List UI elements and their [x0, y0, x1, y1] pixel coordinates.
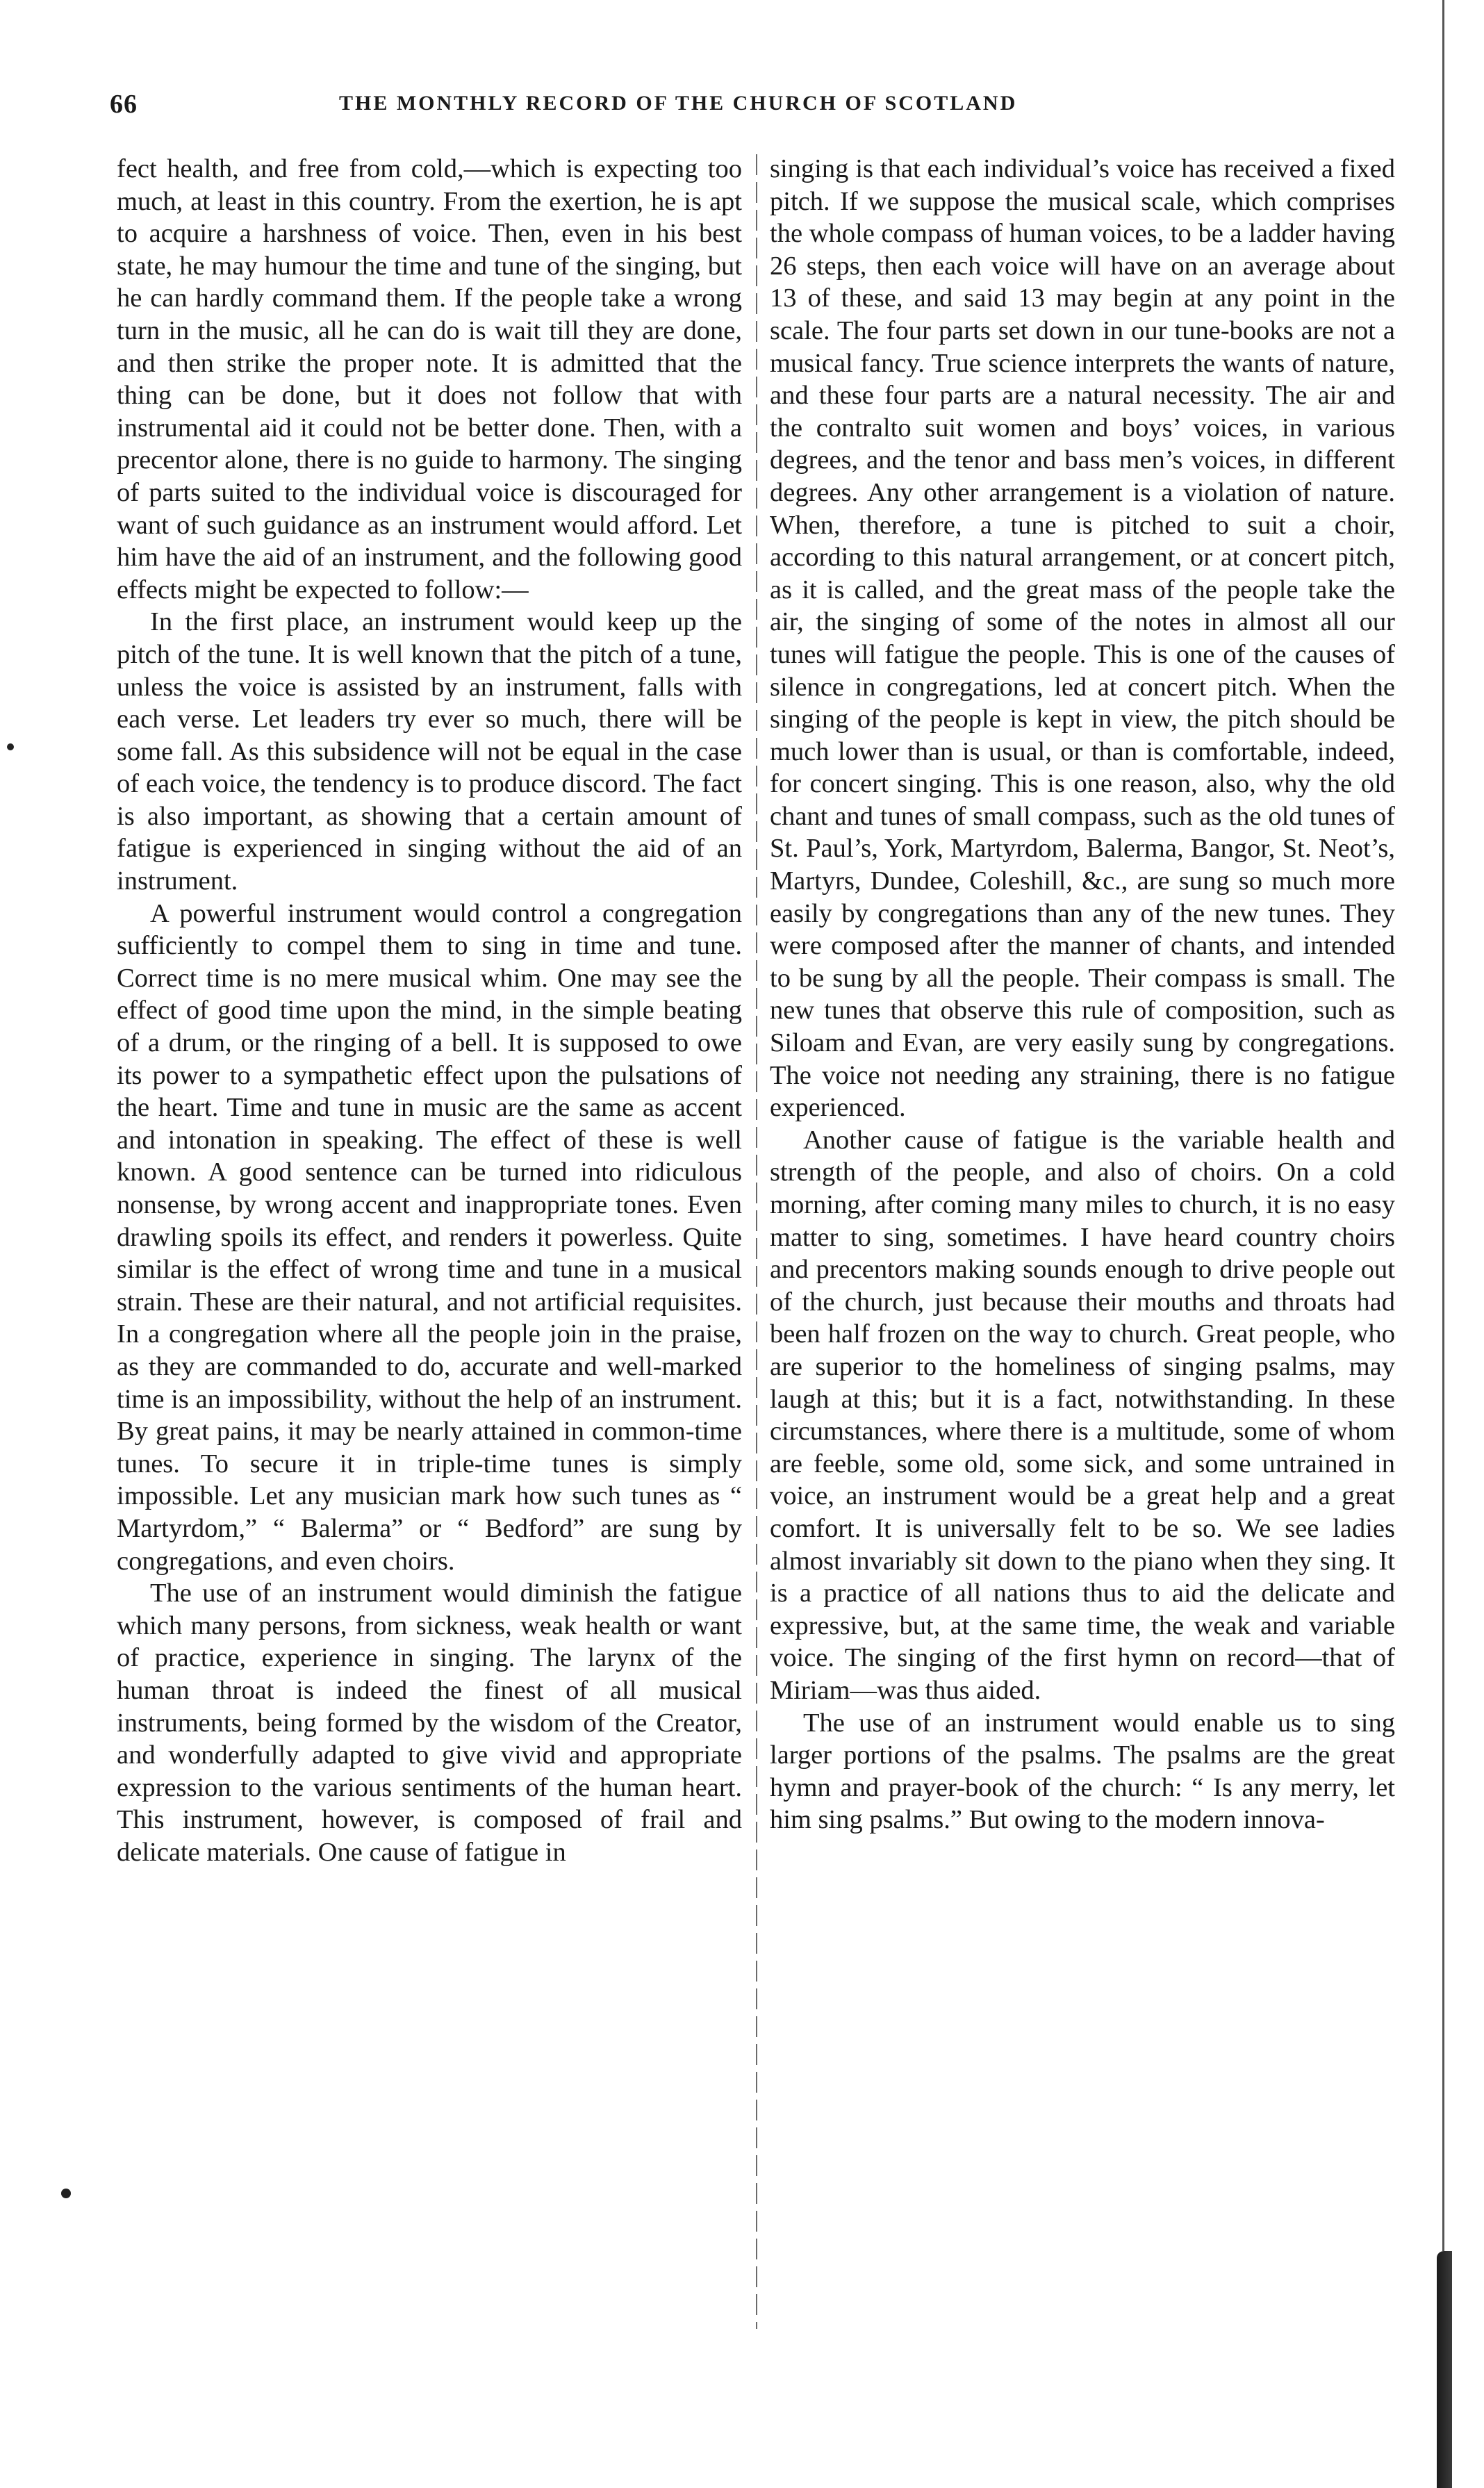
page-edge-blot	[1437, 2251, 1452, 2488]
page-edge-shadow	[1437, 0, 1452, 2488]
left-column	[117, 153, 742, 1868]
left-paragraph-3: A powerful instrument would control a congregation sufficiently to compel them to sing in time and tune. Correct time is no mere musical whim. One may see the effect of good time upon the mind, in the simple beating of a drum, or the ringing of a bell. It is supposed to owe its power to a sympathetic effect upon the pulsations of the heart. Time and tune in music are the same as accent and intonation in speaking. The effect of these is well known. A good sentence can be turned into ridiculous nonsense, by wrong accent and inappropriate tones. Even drawling spoils its effect, and renders it powerless. Quite similar is the effect of wrong time and tune in a musical strain. These are their natural, and not artificial requisites. In a congregation where all the people join in the praise, as they are commanded to do, accurate and well-marked time is an impossibility, without the help of an instrument. By great pains, it may be nearly attained in common-time tunes. To secure it in triple-time tunes is simply impossible. Let any musician mark how such tunes as “ Martyrdom,” “ Balerma” or “ Bedford” are sung by congregations, and even choirs.	[117, 898, 742, 1576]
journal-title: THE MONTHLY RECORD OF THE CHURCH OF SCOTLAND	[339, 92, 1018, 115]
right-column	[770, 153, 1395, 1836]
running-head	[110, 89, 1194, 124]
margin-speck	[61, 2189, 71, 2198]
right-paragraph-3: The use of an instrument would enable us to sing larger portions of the psalms. The psalms are the great hymn and prayer-book of the church: “ Is any merry, let him sing psalms.” But owing to the modern innova-	[770, 1708, 1395, 1835]
margin-speck	[7, 743, 14, 750]
page-edge-line	[1442, 0, 1444, 2251]
right-paragraph-2: Another cause of fatigue is the variable health and strength of the people, and also of choirs. On a cold morning, after coming many miles to church, it is no easy matter to sing, sometimes. I have heard country choirs and precentors making sounds enough to drive people out of the church, just because their mouths and throats had been half frozen on the way to church. Great people, who are superior to the homeliness of singing psalms, may laugh at this; but it is a fact, notwithstanding. In these circumstances, where there is a multitude, some of whom are feeble, some old, some sick, and some untrained in voice, an instrument would be a great help and a great comfort. It is universally felt to be so. We see ladies almost invariably sit down to the piano when they sing. It is a practice of all nations thus to aid the delicate and expressive, but, at the same time, the weak and variable voice. The singing of the first hymn on record—that of Miriam—was thus aided.	[770, 1125, 1395, 1705]
left-paragraph-4: The use of an instrument would diminish the fatigue which many persons, from sickness, weak health or want of practice, experience in singing. The larynx of the human throat is indeed the finest of all musical instruments, being formed by the wisdom of the Creator, and wonderfully adapted to give vivid and appropriate expression to the various sentiments of the human heart. This instrument, however, is composed of frail and delicate materials. One cause of fatigue in	[117, 1579, 742, 1867]
page-number: 66	[110, 90, 138, 119]
left-paragraph-2: In the first place, an instrument would keep up the pitch of the tune. It is well known that the pitch of a tune, unless the voice is assisted by an instrument, falls with each verse. Let leaders try ever so much, there will be some fall. As this subsidence will not be equal in the case of each voice, the tendency is to produce discord. The fact is also important, as showing that a certain amount of fatigue is experienced in singing without the aid of an instrument.	[117, 607, 742, 896]
left-paragraph-1: fect health, and free from cold,—which is expecting too much, at least in this country. From the exertion, he is apt to acquire a harshness of voice. Then, even in his best state, he may humour the time and tune of the singing, but he can hardly command them. If the people take a wrong turn in the music, all he can do is wait till they are done, and then strike the proper note. It is admitted that the thing can be done, but it does not follow that with instrumental aid it could not be better done. Then, with a precentor alone, there is no guide to harmony. The singing of parts suited to the individual voice is discouraged for want of such guidance as an instrument would afford. Let him have the aid of an instrument, and the following good effects might be expected to follow:—	[117, 154, 742, 604]
right-paragraph-1: singing is that each individual’s voice has received a fixed pitch. If we suppose the musical scale, which comprises the whole compass of human voices, to be a ladder having 26 steps, then each voice will have on an average about 13 of these, and said 13 may begin at any point in the scale. The four parts set down in our tune-books are not a musical fancy. True science interprets the wants of nature, and these four parts are a natural necessity. The air and the contralto suit women and boys’ voices, in various degrees, and the tenor and bass men’s voices, in different degrees. Any other arrangement is a violation of nature. When, therefore, a tune is pitched to suit a choir, according to this natural arrangement, or at concert pitch, as it is called, and the great mass of the people take the air, the singing of some of the notes in almost all our tunes will fatigue the people. This is one of the causes of silence in congregations, led at concert pitch. When the singing of the people is kept in view, the pitch should be much lower than is usual, or than is comfortable, indeed, for concert singing. This is one reason, also, why the old chant and tunes of small compass, such as the old tunes of St. Paul’s, York, Martyrdom, Balerma, Bangor, St. Neot’s, Martyrs, Dundee, Coleshill, &c., are sung so much more easily by congregations than any of the new tunes. They were composed after the manner of chants, and intended to be sung by all the people. Their compass is small. The new tunes that observe this rule of composition, such as Siloam and Evan, are very easily sung by congregations. The voice not needing any straining, there is no fatigue experienced.	[770, 154, 1395, 1123]
column-divider	[756, 154, 757, 2329]
